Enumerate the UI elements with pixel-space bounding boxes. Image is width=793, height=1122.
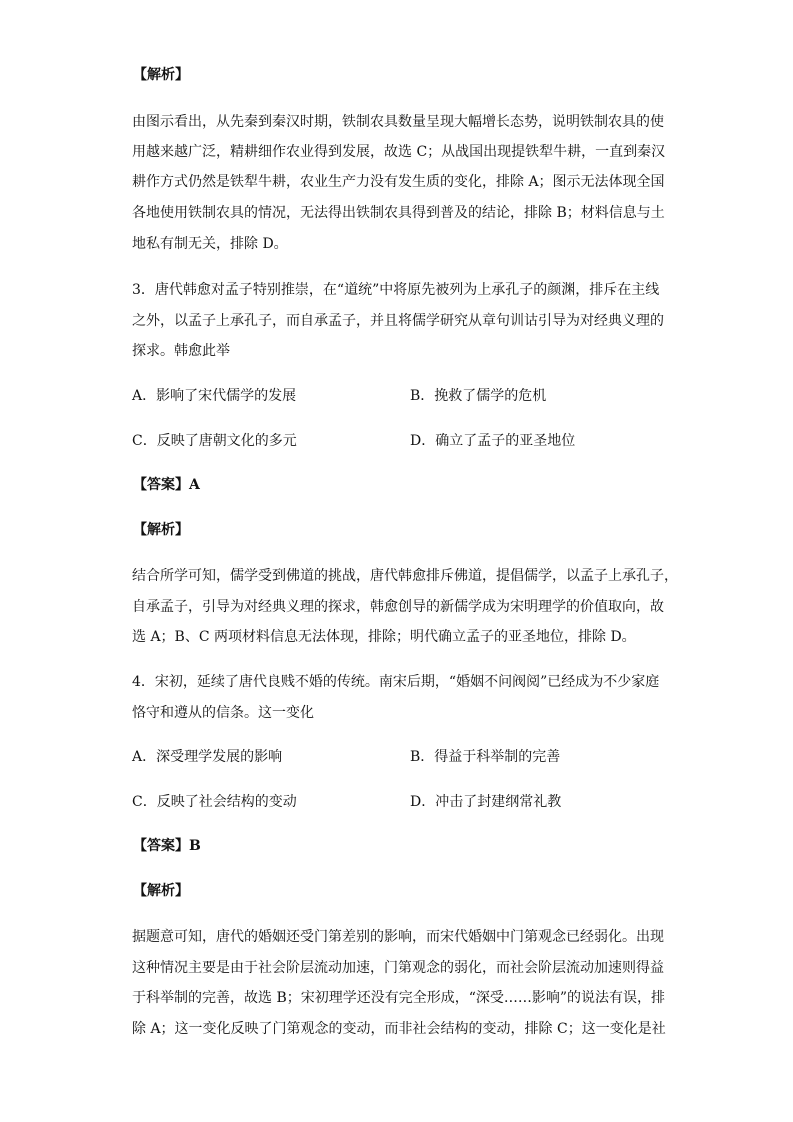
option-a: A．影响了宋代儒学的发展 — [132, 388, 297, 404]
analysis-line: 除 A；这一变化反映了门第观念的变动，而非社会结构的变动，排除 C；这一变化是社 — [132, 1021, 666, 1037]
option-c: C．反映了社会结构的变动 — [132, 794, 297, 810]
analysis-line: 地私有制无关，排除 D。 — [132, 236, 288, 252]
question-stem-line: 之外，以孟子上承孔子，而自承孟子，并且将儒学研究从章句训诂引导为对经典义理的 — [132, 313, 664, 329]
answer-label: 【答案】A — [133, 477, 200, 493]
analysis-line: 于科举制的完善，故选 B；宋初理学还没有完全形成，“深受……影响”的说法有误，排 — [132, 990, 666, 1006]
analysis-line: 这种情况主要是由于社会阶层流动加速，门第观念的弱化，而社会阶层流动加速则得益 — [132, 960, 664, 976]
analysis-line: 选 A；B、C 两项材料信息无法体现，排除；明代确立孟子的亚圣地位，排除 D。 — [132, 629, 636, 645]
option-a: A．深受理学发展的影响 — [132, 749, 283, 765]
question-stem-line: 探求。韩愈此举 — [132, 343, 230, 359]
question-stem-line: 恪守和遵从的信条。这一变化 — [132, 705, 314, 721]
question-stem-line: 4．宋初，延续了唐代良贱不婚的传统。南宋后期，“婚姻不问阀阅”已经成为不少家庭 — [132, 674, 660, 690]
option-b: B．挽救了儒学的危机 — [410, 388, 547, 404]
option-d: D．冲击了封建纲常礼教 — [410, 794, 562, 810]
analysis-header: 【解析】 — [133, 522, 189, 538]
option-c: C．反映了唐朝文化的多元 — [132, 433, 297, 449]
analysis-line: 由图示看出，从先秦到秦汉时期，铁制农具数量呈现大幅增长态势，说明铁制农具的使 — [132, 114, 664, 130]
analysis-line: 耕作方式仍然是铁犁牛耕，农业生产力没有发生质的变化，排除 A；图示无法体现全国 — [132, 174, 665, 190]
answer-label: 【答案】B — [133, 838, 201, 854]
analysis-line: 自承孟子，引导为对经典义理的探求，韩愈创导的新儒学成为宋明理学的价值取向，故 — [132, 599, 664, 615]
analysis-line: 各地使用铁制农具的情况，无法得出铁制农具得到普及的结论，排除 B；材料信息与土 — [132, 205, 665, 221]
option-b: B．得益于科举制的完善 — [410, 749, 561, 765]
analysis-line: 据题意可知，唐代的婚姻还受门第差别的影响，而宋代婚姻中门第观念已经弱化。出现 — [132, 929, 664, 945]
analysis-header: 【解析】 — [133, 67, 189, 83]
analysis-line: 结合所学可知，儒学受到佛道的挑战，唐代韩愈排斥佛道，提倡儒学，以孟子上承孔子， — [132, 568, 678, 584]
analysis-header: 【解析】 — [133, 883, 189, 899]
option-d: D．确立了孟子的亚圣地位 — [410, 433, 576, 449]
analysis-line: 用越来越广泛，精耕细作农业得到发展，故选 C；从战国出现提铁犁牛耕，一直到秦汉 — [132, 144, 666, 160]
question-stem-line: 3．唐代韩愈对孟子特别推崇，在“道统”中将原先被列为上承孔子的颜渊，排斥在主线 — [132, 282, 660, 298]
